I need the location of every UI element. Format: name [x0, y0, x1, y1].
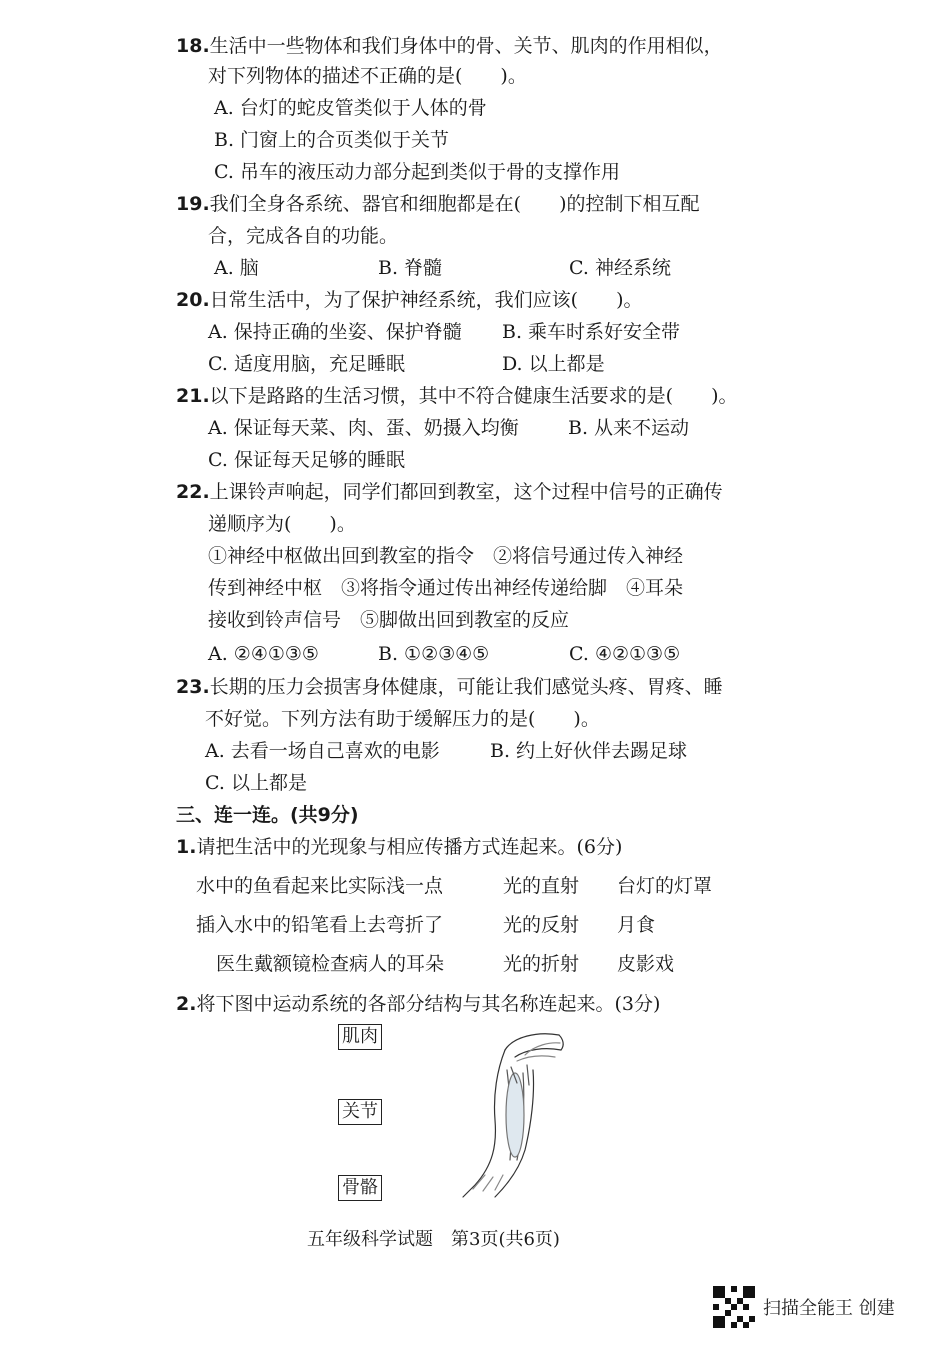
question-number: 18. [176, 35, 210, 57]
scanner-watermark: 扫描全能王 创建 [763, 1298, 895, 1319]
option-c: C. 神经系统 [569, 257, 671, 279]
label-joint: 关节 [338, 1099, 382, 1125]
question-number: 21. [176, 385, 210, 407]
option-a: A. 脑 [214, 257, 259, 279]
example-1: 台灯的灯罩 [617, 875, 713, 897]
option-a: A. 去看一场自己喜欢的电影 [205, 740, 440, 762]
option-a: A. 保持正确的坐姿、保护脊髓 [208, 321, 462, 343]
question-text: 长期的压力会损害身体健康，可能让我们感觉头疼、胃疼、睡 [209, 676, 723, 698]
propagation-1: 光的直射 [503, 875, 580, 897]
question-text-cont: 对下列物体的描述不正确的是( )。 [208, 65, 527, 87]
option-a: A. 保证每天菜、肉、蛋、奶摄入均衡 [208, 417, 519, 439]
option-a: A. ②④①③⑤ [208, 643, 319, 665]
option-b: B. 乘车时系好安全带 [502, 321, 681, 343]
problem-number: 2. [176, 993, 197, 1015]
question-text-cont: 递顺序为( )。 [208, 513, 356, 535]
qr-code-icon [713, 1286, 755, 1328]
option-c: C. 吊车的液压动力部分起到类似于骨的支撑作用 [214, 161, 620, 183]
question-text-cont: 不好觉。下列方法有助于缓解压力的是( )。 [205, 708, 600, 730]
option-b: B. 门窗上的合页类似于关节 [214, 129, 450, 151]
question-text: 日常生活中，为了保护神经系统，我们应该( )。 [209, 289, 643, 311]
problem-number: 1. [176, 836, 197, 858]
question-number: 23. [176, 676, 210, 698]
question-text: 上课铃声响起，同学们都回到教室，这个过程中信号的正确传 [209, 481, 723, 503]
question-body: 传到神经中枢 ③将指令通过传出神经传递给脚 ④耳朵 [208, 577, 684, 599]
phenomenon-3: 医生戴额镜检查病人的耳朵 [216, 953, 445, 975]
question-number: 20. [176, 289, 210, 311]
question-number: 19. [176, 193, 210, 215]
question-text: 以下是路路的生活习惯，其中不符合健康生活要求的是( )。 [209, 385, 738, 407]
option-b: B. 从来不运动 [568, 417, 690, 439]
question-18 [176, 32, 723, 60]
problem-text: 将下图中运动系统的各部分结构与其名称连起来。(3分) [196, 993, 661, 1015]
phenomenon-2: 插入水中的铅笔看上去弯折了 [196, 914, 444, 936]
question-23 [176, 673, 723, 701]
option-c: C. 以上都是 [205, 772, 307, 794]
problem-1 [176, 833, 622, 861]
propagation-3: 光的折射 [503, 953, 580, 975]
option-d: D. 以上都是 [502, 353, 605, 375]
example-3: 皮影戏 [617, 953, 675, 975]
question-text-cont: 合，完成各自的功能。 [208, 225, 399, 247]
phenomenon-1: 水中的鱼看起来比实际浅一点 [196, 875, 444, 897]
question-text: 我们全身各系统、器官和细胞都是在( )的控制下相互配 [209, 193, 700, 215]
option-c: C. 适度用脑，充足睡眠 [208, 353, 405, 375]
question-text: 生活中一些物体和我们身体中的骨、关节、肌肉的作用相似， [209, 35, 723, 57]
option-a: A. 台灯的蛇皮管类似于人体的骨 [214, 97, 487, 119]
option-c: C. ④②①③⑤ [569, 643, 681, 665]
question-22 [176, 478, 723, 506]
page-footer: 五年级科学试题 第3页(共6页) [307, 1229, 560, 1250]
question-20 [176, 286, 643, 314]
question-body: ①神经中枢做出回到教室的指令 ②将信号通过传入神经 [208, 545, 684, 567]
question-21 [176, 382, 738, 410]
option-b: B. ①②③④⑤ [378, 643, 490, 665]
problem-text: 请把生活中的光现象与相应传播方式连起来。(6分) [196, 836, 623, 858]
label-bone: 骨骼 [338, 1175, 382, 1201]
section-title: 三、连一连。(共9分) [176, 804, 359, 826]
option-c: C. 保证每天足够的睡眠 [208, 449, 405, 471]
question-body: 接收到铃声信号 ⑤脚做出回到教室的反应 [208, 609, 570, 631]
arm-illustration [455, 1025, 570, 1200]
question-19 [176, 190, 700, 218]
propagation-2: 光的反射 [503, 914, 580, 936]
question-number: 22. [176, 481, 210, 503]
problem-2 [176, 990, 660, 1018]
label-muscle: 肌肉 [338, 1024, 382, 1050]
option-b: B. 约上好伙伴去踢足球 [490, 740, 688, 762]
option-b: B. 脊髓 [378, 257, 443, 279]
example-2: 月食 [617, 914, 656, 936]
